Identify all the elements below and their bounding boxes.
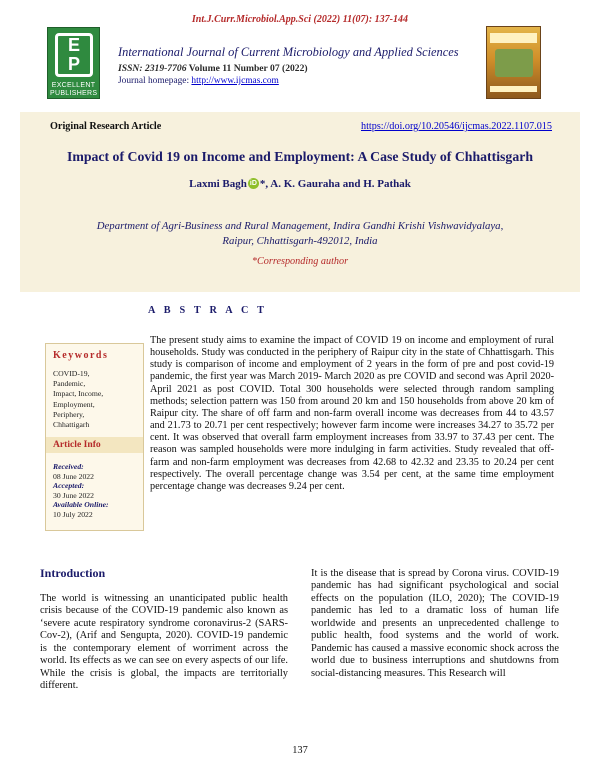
journal-homepage: Journal homepage: http://www.ijcmas.com	[118, 76, 279, 86]
issn: ISSN: 2319-7706	[118, 63, 187, 74]
publisher-logo-mark: E P	[55, 33, 93, 77]
body-column-left: The world is witnessing an unanticipated public health crisis because of the COVID-19 pandemic also known as ‘severe acute respiratory syndrome coronavirus‑2 (SARS-Cov‑2), (Arif and Sengupta, 2020). COVID-19 pandemic is the contemporary element of worriment across the world. Its effects as we can see on every aspects of our life. While the crisis is global, the impacts are territorially different.	[40, 593, 288, 692]
article-sidebar	[45, 343, 144, 531]
article-title: Impact of Covid 19 on Income and Employment: A Case Study of Chhattisgarh	[66, 149, 534, 164]
keywords-list	[53, 369, 103, 430]
article-type: Original Research Article	[50, 121, 162, 132]
keyword: COVID-19,	[53, 369, 90, 378]
author-list: Laxmi Bagh iD *, A. K. Gauraha and H. Pathak	[189, 178, 411, 190]
orcid-icon[interactable]: iD	[249, 180, 257, 187]
publisher-logo-text-1: EXCELLENT	[51, 82, 96, 89]
abstract-text: The present study aims to examine the impact of COVID 19 on income and employment of rural households. Study was conducted in the periphery of Raipur city in the state of Chhattisgarh. This study is comparison of income and employment of 2 years in the form of pre and post covid-19 pandemic, the first year was March 2019- March 2020 as pre COVID and second was April 2020- April 2021 as post COVID. Total 300 households were selected through random sampling methods; selection pattern was 150 from around 20 km and 150 households from above 20 km of Raipur city. The share of off farm and non-farm overall income was decreases from 44 to 43.57 and 21.73 to 20.71 per cent respectively; however farm income were increases 34.27 to 35.72 per cent. It was observed that overall farm employment increases from 33.97 to 37.43 per cent. The reason was sampled households were more indulging in farm activities. Study revealed that off-farm and non-farm employment was decreases from 42.68 to 42.32 and 23.35 to 20.24 per cent respectively. The overall percentage change was 3.54 per cent, at the same time employment percentage change was decreases 9.24 per cent.	[150, 335, 554, 492]
journal-name: International Journal of Current Microbiology and Applied Sciences	[118, 45, 459, 59]
homepage-link[interactable]: http://www.ijcmas.com	[191, 76, 279, 86]
abstract-heading: A B S T R A C T	[148, 305, 268, 316]
doi-link[interactable]: https://doi.org/10.20546/ijcmas.2022.1107.015	[360, 121, 552, 132]
keyword: Employment,	[53, 399, 95, 409]
introduction-heading: Introduction	[40, 566, 106, 580]
journal-cover-image	[486, 26, 541, 99]
journal-citation-line: Int.J.Curr.Microbiol.App.Sci (2022) 11(07): 137-144	[191, 14, 408, 25]
corresponding-author-note: *Corresponding author	[251, 256, 349, 267]
affiliation-line-2: Raipur, Chhattisgarh-492012, India	[222, 235, 378, 247]
keyword: Pandemic,	[53, 379, 86, 389]
publisher-logo	[47, 27, 100, 99]
issn-volume-line	[118, 63, 308, 74]
keyword: Chhattigarh	[53, 420, 90, 430]
keywords-heading: Keywords	[53, 350, 109, 361]
keyword: Periphery,	[53, 409, 85, 419]
article-info-heading: Article Info	[53, 439, 101, 450]
accepted-info: Accepted: 30 June 2022	[53, 481, 94, 500]
available-online-info: Available Online: 10 July 2022	[53, 500, 109, 519]
affiliation-line-1: Department of Agri-Business and Rural Management, Indira Gandhi Krishi Vishwavidyalaya,	[96, 220, 504, 232]
body-column-right: It is the disease that is spread by Corona virus. COVID-19 pandemic has had significant psychological and social effects on the population (ILO, 2020); The COVID-19 pandemic has led to a dramatic loss of human life worldwide and presents an unprecedented challenge to public health, food systems and the world of work. Pandemic has caused a massive economic shock across the world due to business interruptions and shutdowns from social-distancing measures. This Research will	[311, 568, 559, 679]
page-number: 137	[292, 745, 308, 756]
volume-number: Volume 11 Number 07 (2022)	[188, 63, 308, 74]
keyword: Impact, Income,	[53, 389, 104, 399]
received-info: Received: 08 June 2022	[53, 462, 94, 481]
publisher-logo-text-2: PUBLISHERS	[50, 90, 98, 97]
